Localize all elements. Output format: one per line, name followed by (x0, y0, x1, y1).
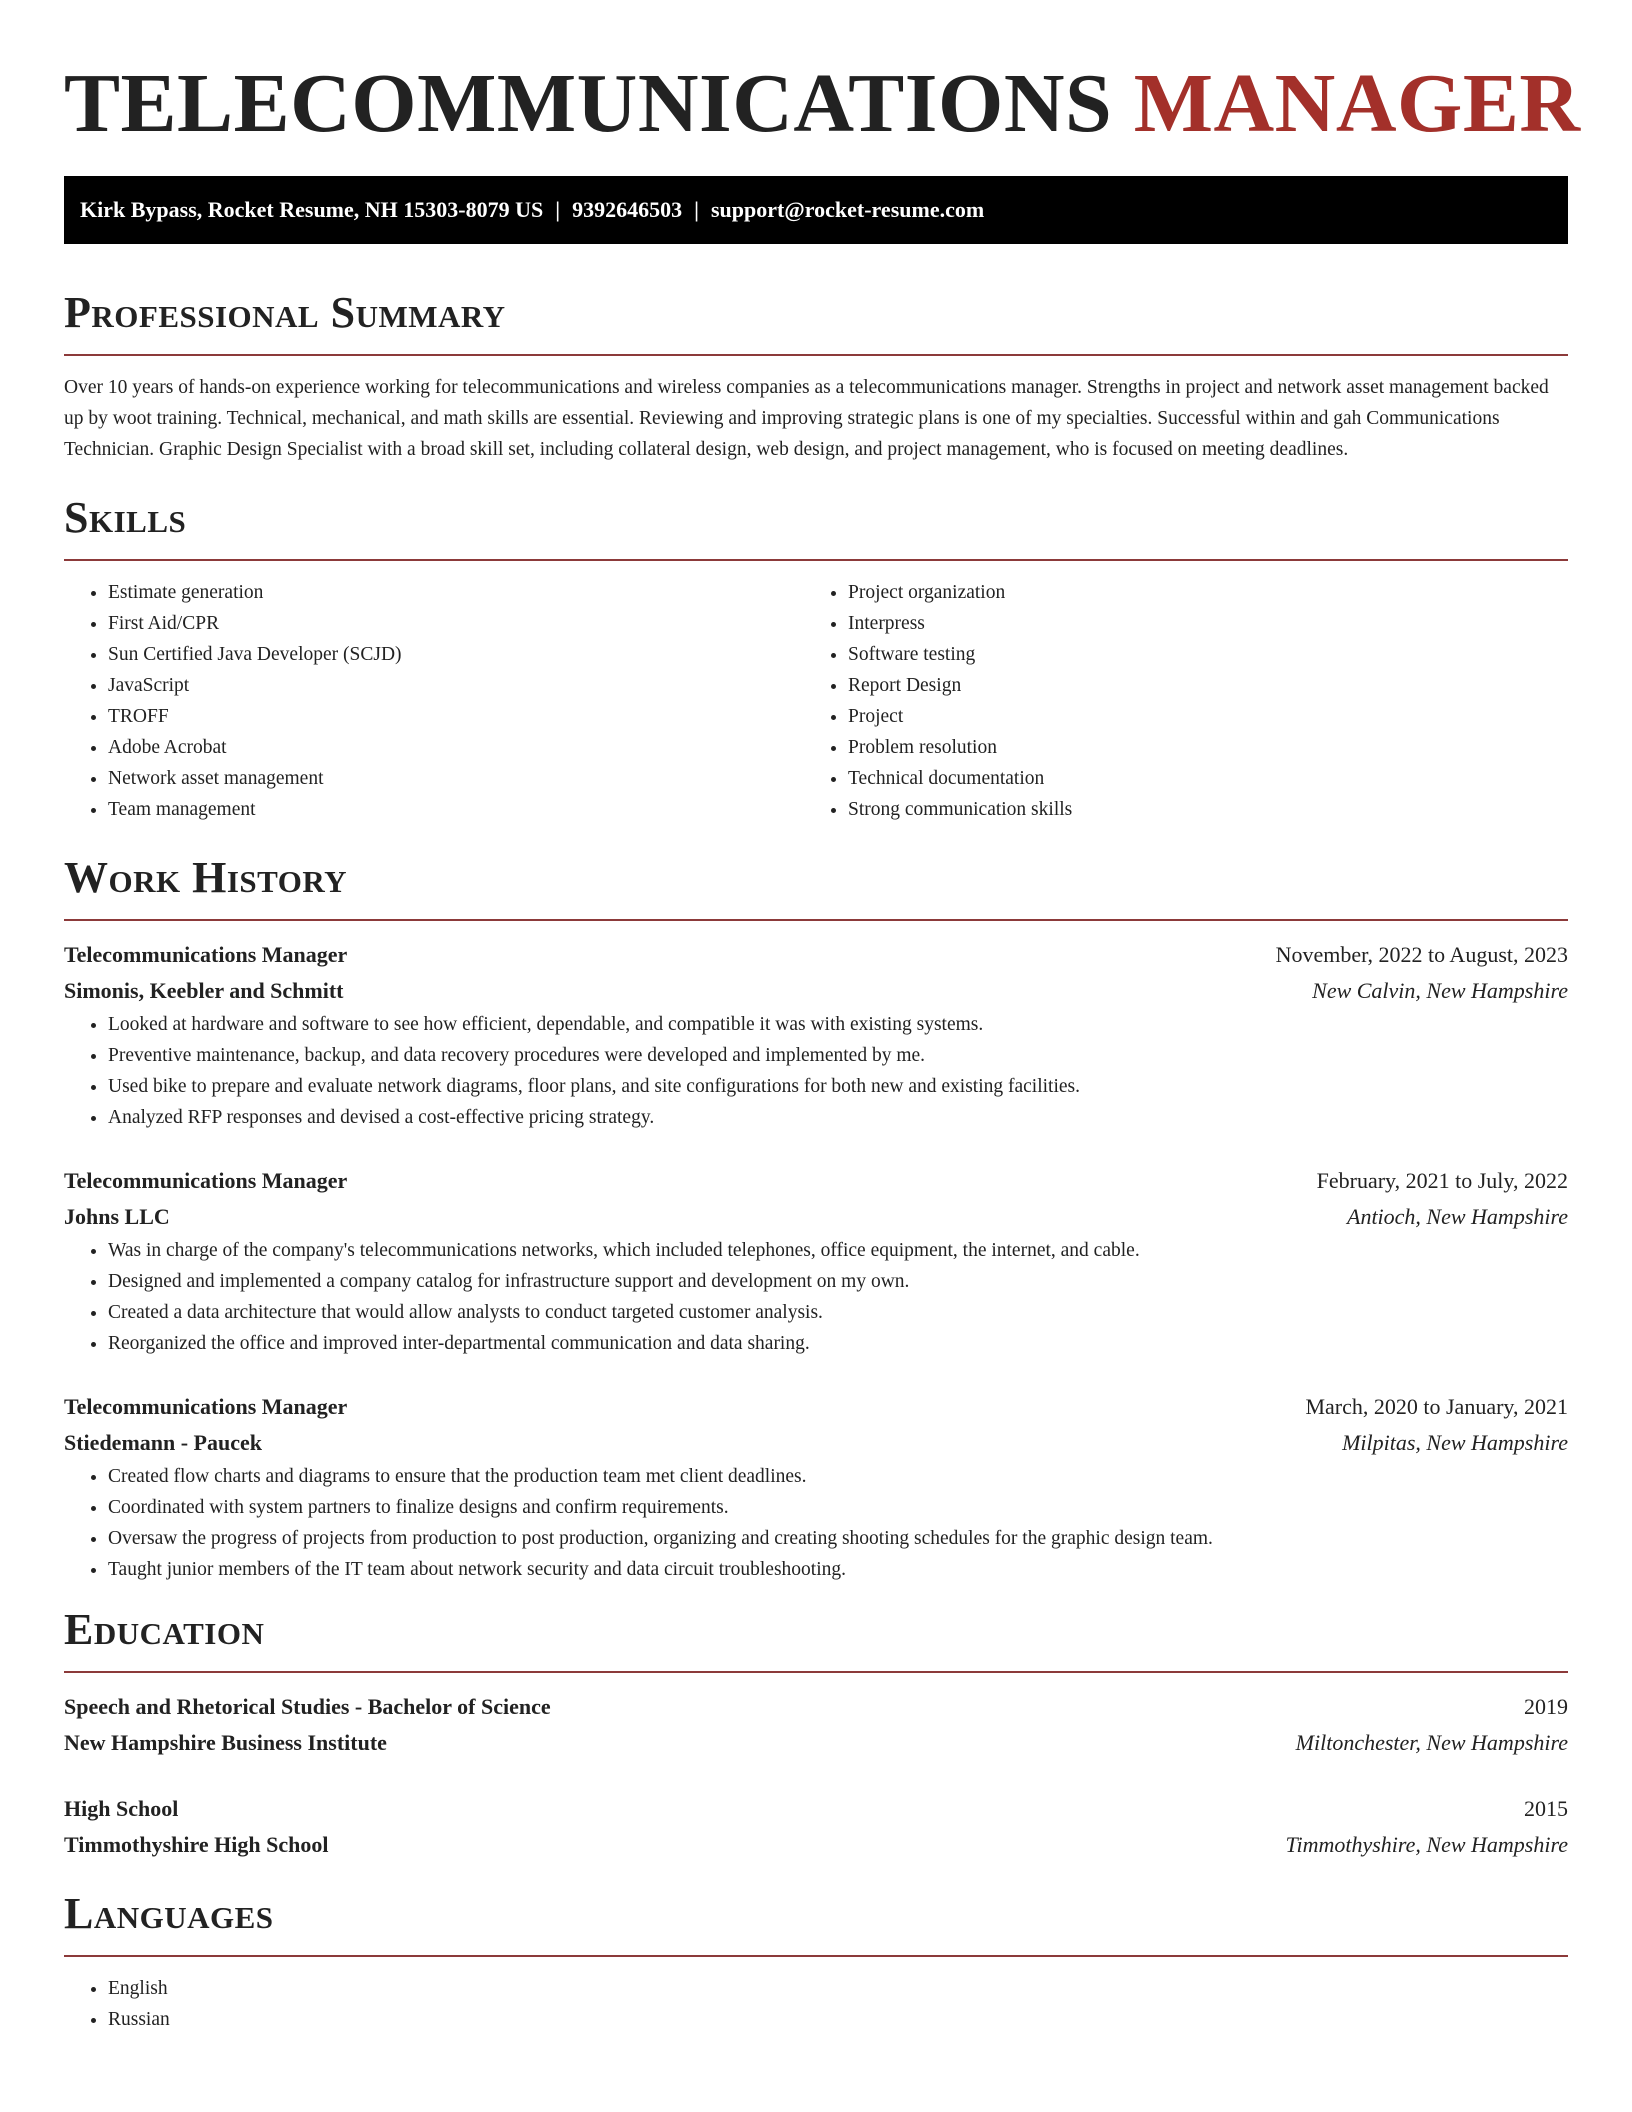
job-bullets (64, 1235, 1568, 1359)
education-year: 2015 (1524, 1796, 1568, 1821)
job-bullets (64, 1009, 1568, 1133)
contact-separator: | (555, 197, 561, 222)
section-divider (64, 919, 1568, 921)
languages-section (64, 1889, 1568, 2035)
job-bullet: • Looked at hardware and software to see how efficient, dependable, and compatible it was with existing systems. (108, 1009, 1568, 1040)
contact-address: Kirk Bypass, Rocket Resume, NH 15303-8079 US (80, 197, 544, 222)
skills-column-right (804, 577, 1544, 825)
job-dates: March, 2020 to January, 2021 (1305, 1394, 1568, 1419)
work-history-section (64, 853, 1568, 1585)
job-dates: November, 2022 to August, 2023 (1275, 942, 1568, 967)
job-location: Antioch, New Hampshire (1347, 1204, 1568, 1229)
job-header-row (64, 1163, 1568, 1199)
skill-item: • Technical documentation (848, 763, 1544, 794)
skill-item: • Estimate generation (108, 577, 804, 608)
job-title: Telecommunications Manager (64, 1168, 348, 1193)
education-entry (64, 1791, 1568, 1863)
education-degree: High School (64, 1796, 179, 1821)
job-bullet: • Analyzed RFP responses and devised a cost-effective pricing strategy. (108, 1102, 1568, 1133)
skill-item: • Project (848, 701, 1544, 732)
skill-item: • Interpress (848, 608, 1544, 639)
education-section (64, 1605, 1568, 1863)
education-entry (64, 1689, 1568, 1761)
section-title-education: Education (64, 1605, 265, 1654)
section-title-work-history: Work History (64, 853, 348, 902)
skill-item: • JavaScript (108, 670, 804, 701)
skill-item: • Strong communication skills (848, 794, 1544, 825)
section-divider (64, 1955, 1568, 1957)
skill-item: • Sun Certified Java Developer (SCJD) (108, 639, 804, 670)
skill-item: • Report Design (848, 670, 1544, 701)
skills-section (64, 493, 1568, 825)
skill-item: • Network asset management (108, 763, 804, 794)
job-bullet: • Created a data architecture that would allow analysts to conduct targeted customer analysis. (108, 1297, 1568, 1328)
job-dates: February, 2021 to July, 2022 (1316, 1168, 1568, 1193)
job-subheader-row (64, 1425, 1568, 1461)
education-school: Timmothyshire High School (64, 1832, 329, 1857)
name-first: TELECOMMUNICATIONS (64, 57, 1113, 150)
job-company: Johns LLC (64, 1204, 170, 1229)
education-year: 2019 (1524, 1694, 1568, 1719)
contact-phone: 9392646503 (572, 197, 683, 222)
job-company: Simonis, Keebler and Schmitt (64, 978, 344, 1003)
job-bullet: • Was in charge of the company's telecommunications networks, which included telephones, office equipment, the internet, and cable. (108, 1235, 1568, 1266)
job-bullet: • Created flow charts and diagrams to ensure that the production team met client deadlines. (108, 1461, 1568, 1492)
skill-item: • Adobe Acrobat (108, 732, 804, 763)
job-bullet: • Used bike to prepare and evaluate network diagrams, floor plans, and site configurations for both new and existing facilities. (108, 1071, 1568, 1102)
job-bullet: • Preventive maintenance, backup, and data recovery procedures were developed and implemented by me. (108, 1040, 1568, 1071)
summary-section (64, 288, 1568, 465)
job-subheader-row (64, 973, 1568, 1009)
skills-grid (64, 577, 1568, 825)
contact-separator: | (694, 197, 699, 222)
job-title: Telecommunications Manager (64, 942, 348, 967)
job-bullet: • Taught junior members of the IT team about network security and data circuit troubleshooting. (108, 1554, 1568, 1585)
language-item: • Russian (108, 2004, 1568, 2035)
section-divider (64, 1671, 1568, 1673)
education-subheader-row (64, 1827, 1568, 1863)
job-header-row (64, 1389, 1568, 1425)
job-bullet: • Oversaw the progress of projects from production to post production, organizing and creating shooting schedules for the graphic design team. (108, 1523, 1568, 1554)
job-location: New Calvin, New Hampshire (1312, 978, 1568, 1003)
skills-list-right (804, 577, 1544, 825)
job-bullet: • Coordinated with system partners to finalize designs and confirm requirements. (108, 1492, 1568, 1523)
contact-bar (64, 176, 1568, 244)
section-title-summary: Professional Summary (64, 288, 506, 337)
job-header-row (64, 937, 1568, 973)
name-last: MANAGER (1133, 57, 1581, 150)
contact-email[interactable]: support@rocket-resume.com (710, 197, 985, 222)
resume-name (64, 56, 1581, 152)
job-entry (64, 1163, 1568, 1359)
education-degree: Speech and Rhetorical Studies - Bachelor of Science (64, 1694, 551, 1719)
education-subheader-row (64, 1725, 1568, 1761)
skills-column-left (64, 577, 804, 825)
job-location: Milpitas, New Hampshire (1342, 1430, 1568, 1455)
education-school: New Hampshire Business Institute (64, 1730, 387, 1755)
summary-text: Over 10 years of hands-on experience working for telecommunications and wireless companies as a telecommunications manager. Strengths in project and network asset management backed up by woot training. Technical, mechanical, and math skills are essential. Reviewing and improving strategic plans is one of my specialties. Successful within and gah Communications Technician. Graphic Design Specialist with a broad skill set, including collateral design, web design, and project management, who is focused on meeting deadlines. (64, 377, 1549, 460)
job-bullet: • Designed and implemented a company catalog for infrastructure support and development on my own. (108, 1266, 1568, 1297)
skill-item: • TROFF (108, 701, 804, 732)
job-title: Telecommunications Manager (64, 1394, 348, 1419)
job-company: Stiedemann - Paucek (64, 1430, 262, 1455)
job-bullets (64, 1461, 1568, 1585)
education-location: Timmothyshire, New Hampshire (1285, 1832, 1568, 1857)
section-title-skills: Skills (64, 493, 187, 542)
section-title-languages: Languages (64, 1889, 274, 1938)
resume-page (64, 0, 1581, 2035)
job-entry (64, 1389, 1568, 1585)
job-bullet: • Reorganized the office and improved inter-departmental communication and data sharing. (108, 1328, 1568, 1359)
section-divider (64, 354, 1568, 356)
job-entry (64, 937, 1568, 1133)
languages-list (64, 1973, 1568, 2035)
education-header-row (64, 1689, 1568, 1725)
job-subheader-row (64, 1199, 1568, 1235)
section-divider (64, 559, 1568, 561)
skill-item: • First Aid/CPR (108, 608, 804, 639)
skill-item: • Project organization (848, 577, 1544, 608)
skill-item: • Software testing (848, 639, 1544, 670)
education-location: Miltonchester, New Hampshire (1295, 1730, 1568, 1755)
skills-list-left (64, 577, 804, 825)
education-header-row (64, 1791, 1568, 1827)
skill-item: • Team management (108, 794, 804, 825)
language-item: • English (108, 1973, 1568, 2004)
skill-item: • Problem resolution (848, 732, 1544, 763)
